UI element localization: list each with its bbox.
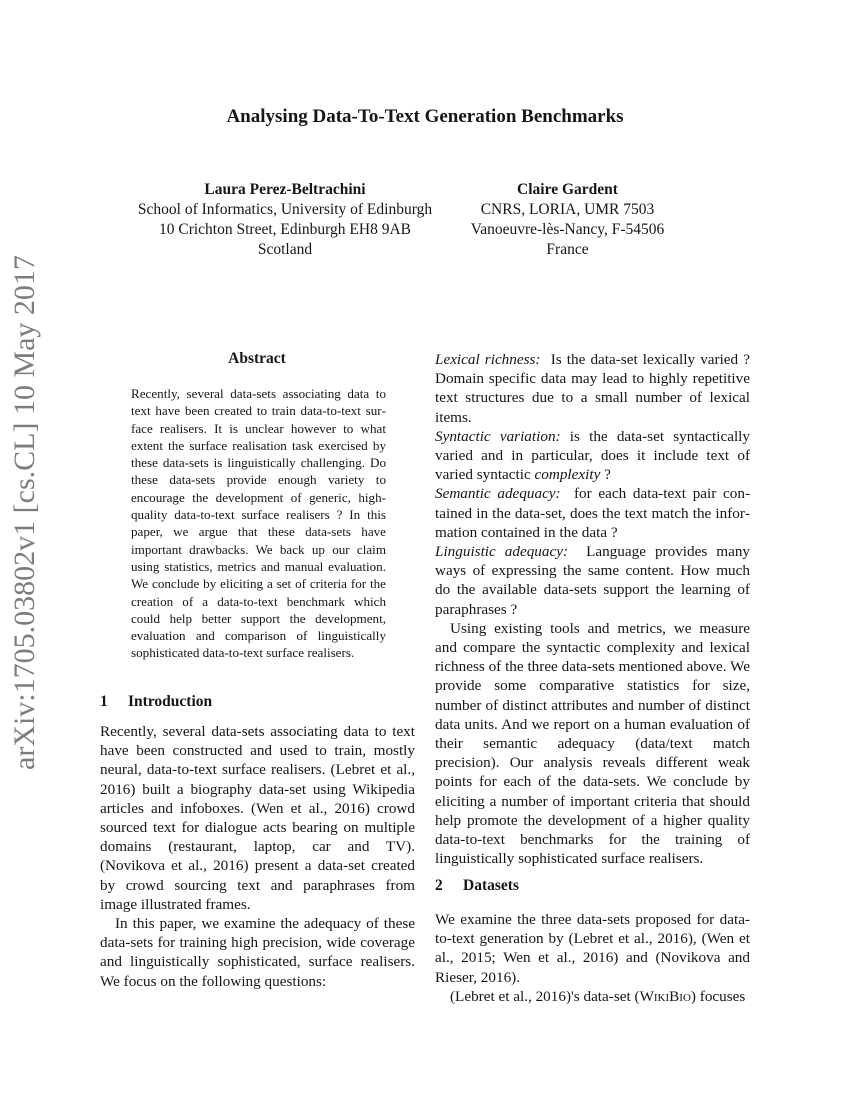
author-country: Scotland [257,241,313,258]
criterion-label: Linguistic adequacy: [435,543,569,561]
paper-title: Analysing Data-To-Text Generation Benchmarks [226,106,624,127]
criterion-linguistic-adequacy [435,542,750,619]
dataset-name-wikibio: WikiBio [639,987,691,1005]
criterion-syntactic-variation [435,427,750,485]
section-heading-introduction [100,693,212,711]
criterion-text: Is the data-set lexically varied ? Domain specific data may lead to highly repetitive text structures due to a small number of lexical items. [435,351,750,426]
criterion-label: Lexical richness: [435,351,541,368]
datasets-text: ) focuses [690,987,746,1005]
right-column-body [435,350,750,868]
section-number: 1 [100,693,108,710]
author-name: Claire Gardent [517,181,618,198]
author-affiliation: School of Informatics, University of Edinburgh [137,201,433,218]
criterion-semantic-adequacy [435,484,750,542]
abstract-body: Recently, several data-sets associating data to text have been created to train data-to-text surface realisers. It is unclear however to what extent the surface realisation task exercised by these data-sets is linguistically challenging. Do these data-sets provide enough variety to encourage the development of generic, high-quality data-to-text surface realisers ? In this paper, we argue that these data-sets have important drawbacks. We back up our claim using statistics, metrics and manual evaluation. We conclude by eliciting a set of criteria for the creation of a data-to-text benchmark which could help better support the development, evaluation and comparison of linguistically sophisticated data-to-text surface realisers. [131,386,386,661]
intro-paragraph: In this paper, we examine the adequacy of these data-sets for training high precision, wide coverage and linguistically sophisticated, surface realisers. We focus on the following questions: [100,915,415,990]
datasets-text: (Lebret et al., 2016)'s data-set ( [450,987,640,1005]
author-country: France [546,241,589,258]
datasets-paragraph: We examine the three data-sets proposed for data-to-text generation by (Lebret et al., 2016), (Wen et al., 2015; Wen et al., 2016) and (Novikova and Rieser, 2016). [435,911,750,986]
author-address: 10 Crichton Street, Edinburgh EH8 9AB [159,221,411,238]
criterion-emphasis: complexity [534,466,601,484]
section-title: Introduction [128,693,213,710]
author-name: Laura Perez-Beltrachini [204,181,366,198]
intro-continuation-paragraph: Using existing tools and metrics, we measure and compare the syntactic complexity and lexical richness of the three data-sets mentioned above. We provide some comparative statistics for size, number of distinct attributes and number of distinct data units. And we report on a human evaluation of their semantic adequacy (data/text match precision). Our analysis reveals different weak points for each of the data-sets. We conclude by eliciting a number of important criteria that should help promote the development of a higher quality data-to-text benchmarks for the training of linguistically sophisticated surface realisers. [435,619,750,868]
author-affiliation: CNRS, LORIA, UMR 7503 [480,201,655,218]
criterion-text: for each data-text pair contained in the data-set, does the text match the information contained in the data ? [435,485,750,541]
criterion-lexical-richness [435,350,750,427]
section-number: 2 [435,877,443,894]
section-title: Datasets [463,877,519,894]
datasets-body [435,910,750,1006]
author-address: Vanoeuvre-lès-Nancy, F-54506 [470,221,665,238]
intro-paragraph: Recently, several data-sets associating data to text have been constructed and used to train, mostly neural, data-to-text surface realisers. (Lebret et al., 2016) built a biography data-set using Wikipedia articles and infoboxes. (Wen et al., 2016) crowd sourced text for dialogue acts bearing on multiple domains (restaurant, laptop, car and TV). (Novikova et al., 2016) present a data-set created by crowd sourcing text and paraphrases from image illustrated frames. [100,723,415,913]
author-block-1 [120,180,450,260]
left-column-body [100,722,415,991]
criterion-label: Syntactic variation: [435,427,561,445]
abstract-heading: Abstract [228,350,286,367]
criterion-text-tail: ? [600,466,611,484]
criterion-text: Language provides many ways of expressing the same content. How much do the available data-sets support the learning of paraphrases ? [435,543,751,618]
datasets-paragraph [435,987,750,1006]
criterion-label: Semantic adequacy: [435,485,561,503]
criterion-text: is the data-set syntactically varied and in particular, does it include text of varied syntactic [435,427,750,484]
section-heading-datasets [435,877,519,895]
arxiv-identifier: arXiv:1705.03802v1 [cs.CL] 10 May 2017 [8,255,41,770]
author-block-2 [455,180,680,260]
